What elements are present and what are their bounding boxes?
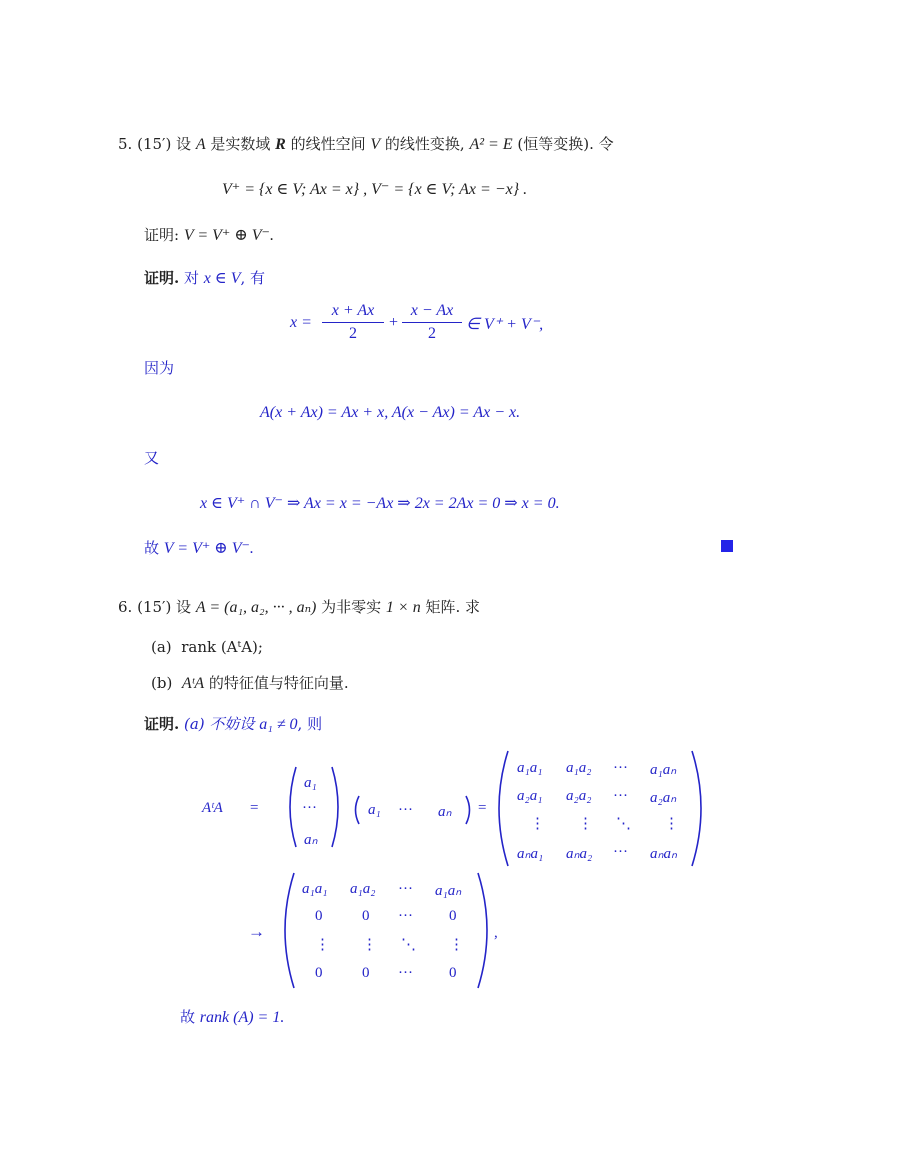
matrix-cell: aₙa₂ [566, 846, 593, 862]
problem-5-statement: 5. (15′) 设 A 是实数域 R 的线性空间 V 的线性变换, A² = E (恒等变换). 令 [118, 135, 614, 153]
plus-sign: + [389, 314, 399, 331]
row-vec-entry: a₁ [368, 802, 381, 818]
decomp-rhs: ∈ V⁺ + V⁻, [466, 316, 544, 333]
matrix-lhs: AᵗA [202, 800, 223, 816]
matrix-cell: a₁a₂ [566, 760, 592, 776]
fraction-plus: x + Ax 2 [322, 302, 384, 343]
matrix-cell: ⋮ [578, 816, 593, 832]
equals-sign: = [250, 800, 259, 816]
reduced-cell: ⋱ [401, 937, 416, 953]
col-vec-entry: ··· [302, 800, 317, 816]
reduced-cell: ··· [398, 908, 413, 924]
matrix-cell: a₁a₁ [517, 760, 543, 776]
subspace-definition: V⁺ = {x ∈ V; Ax = x} , V⁻ = {x ∈ V; Ax = −x} . [222, 181, 528, 198]
matrix-cell: a₂a₂ [566, 788, 592, 804]
reduced-cell: a₁aₙ [435, 883, 462, 899]
also-label: 又 [144, 449, 160, 467]
col-vec-entry: aₙ [304, 832, 318, 848]
because-label: 因为 [144, 359, 175, 377]
proof-label: 证明. [144, 269, 180, 287]
problem-6-conclusion: 故 rank (A) = 1. [180, 1008, 285, 1026]
matrix-cell: aₙaₙ [650, 846, 677, 862]
intersection-equation: x ∈ V⁺ ∩ V⁻ ⇒ Ax = x = −Ax ⇒ 2x = 2Ax = 0 ⇒ x = 0. [200, 495, 560, 512]
problem-6-statement: 6. (15′) 设 A = (a₁, a₂, ··· , aₙ) 为非零实 1 × n 矩阵. 求 [118, 598, 481, 616]
reduced-cell: 0 [449, 965, 457, 981]
goal-statement: 证明: V = V⁺ ⊕ V⁻. [144, 226, 274, 244]
reduced-cell: ··· [398, 881, 413, 897]
col-vec-entry: a₁ [304, 775, 317, 791]
matrix-cell: ··· [613, 788, 628, 804]
problem-5-conclusion: 故 V = V⁺ ⊕ V⁻. [144, 539, 254, 557]
reduced-cell: ⋮ [449, 937, 464, 953]
reduced-cell: ⋮ [315, 937, 330, 953]
proof-6-intro: 证明. (a) 不妨设 a₁ ≠ 0, 则 [144, 715, 323, 733]
reduced-cell: ··· [398, 965, 413, 981]
proof-intro: 证明. 对 x ∈ V, 有 [144, 269, 266, 287]
reduced-cell: 0 [315, 965, 323, 981]
reduced-cell: 0 [315, 908, 323, 924]
matrix-cell: a₂aₙ [650, 790, 677, 806]
matrix-cell: ⋮ [530, 816, 545, 832]
row-vec-entry: ··· [398, 802, 413, 818]
part-b: (b) AᵗA 的特征值与特征向量. [151, 674, 349, 692]
row-vec-entry: aₙ [438, 804, 452, 820]
matrix-cell: ⋱ [616, 816, 631, 832]
reduced-cell: 0 [362, 908, 370, 924]
proof-label: 证明. [144, 715, 180, 733]
reduced-cell: a₁a₁ [302, 881, 328, 897]
trailing-comma: , [494, 925, 498, 941]
reduced-cell: a₁a₂ [350, 881, 376, 897]
because-equation: A(x + Ax) = Ax + x, A(x − Ax) = Ax − x. [260, 404, 521, 421]
problem-number: 5. [118, 135, 133, 153]
decomp-lhs: x = [290, 314, 312, 331]
part-a: (a) rank (AᵗA); [151, 638, 263, 656]
matrix-cell: ··· [613, 760, 628, 776]
reduced-cell: 0 [362, 965, 370, 981]
reduced-cell: ⋮ [362, 937, 377, 953]
matrix-cell: ··· [613, 844, 628, 860]
fraction-minus: x − Ax 2 [402, 302, 462, 343]
matrix-cell: a₁aₙ [650, 762, 677, 778]
matrix-cell: a₂a₁ [517, 788, 543, 804]
matrix-cell: aₙa₁ [517, 846, 544, 862]
arrow-icon: → [248, 922, 265, 941]
equals-sign: = [478, 800, 487, 816]
reduced-cell: 0 [449, 908, 457, 924]
matrix-cell: ⋮ [664, 816, 679, 832]
problem-number: 6. [118, 598, 133, 616]
